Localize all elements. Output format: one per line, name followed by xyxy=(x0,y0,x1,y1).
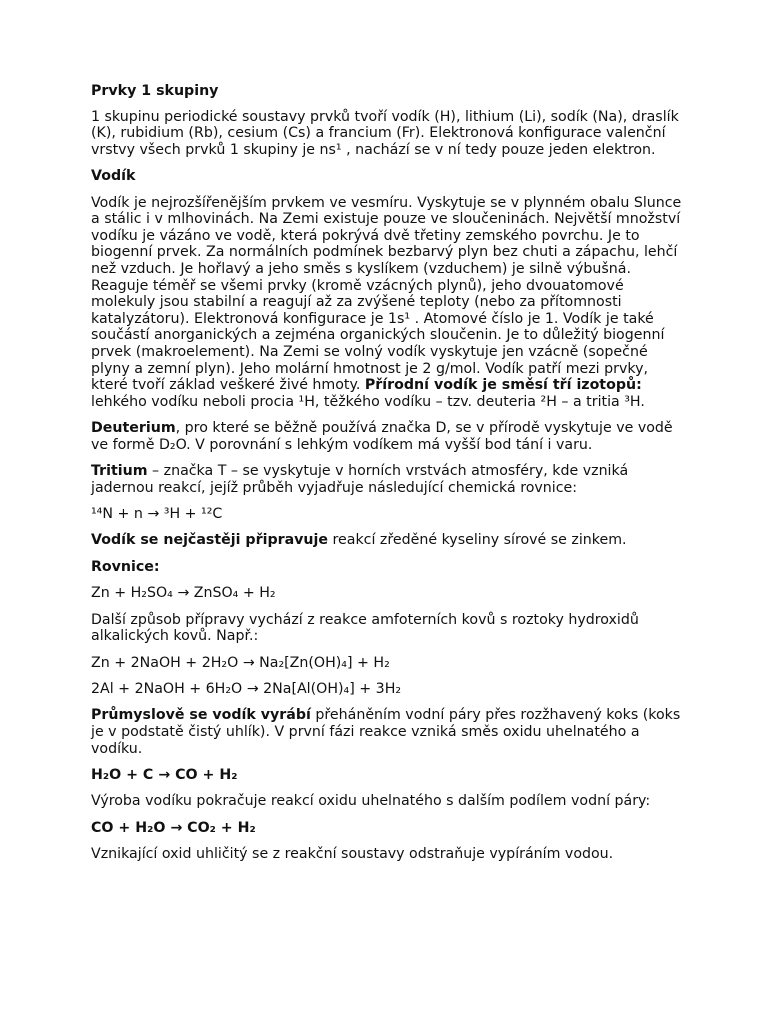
rovnice-heading: Rovnice: xyxy=(91,558,160,575)
deuterium-paragraph xyxy=(91,420,687,453)
preparation-text: reakcí zředěné kyseliny sírové se zinkem. xyxy=(328,532,627,549)
industry-emphasis: Průmyslově se vodík vyrábí xyxy=(91,707,311,724)
document-page xyxy=(91,83,687,873)
section-heading-vodik: Vodík xyxy=(91,168,136,185)
continue-paragraph: Výroba vodíku pokračuje reakcí oxidu uhelnatého s dalším podílem vodní páry: xyxy=(91,793,651,810)
equation-shift: CO + H₂O → CO₂ + H₂ xyxy=(91,819,256,836)
industry-text: přeháněním vodní páry přes rozžhavený koks (koks je v podstatě čistý uhlík). V první fázi reakce vzniká směs oxidu uhelnatého a vodíku. xyxy=(91,707,681,757)
vodik-paragraph xyxy=(91,195,687,411)
equation-coke: H₂O + C → CO + H₂ xyxy=(91,766,238,783)
equation-zinc-base: Zn + 2NaOH + 2H₂O → Na₂[Zn(OH)₄] + H₂ xyxy=(91,654,390,671)
industry-paragraph xyxy=(91,707,687,757)
isotopes-emphasis: Přírodní vodík je směsí tří izotopů: xyxy=(364,377,642,394)
preparation-paragraph xyxy=(91,532,687,549)
final-paragraph: Vznikající oxid uhličitý se z reakční soustavy odstraňuje vypíráním vodou. xyxy=(91,846,614,863)
intro-paragraph: 1 skupinu periodické soustavy prvků tvoří vodík (H), lithium (Li), sodík (Na), draslík (K), rubidium (Rb), cesium (Cs) a francium (Fr). Elektronová konfigurace valenční vrstvy všech prvků 1 skupiny je ns¹ , nachází se v ní tedy pouze jeden elektron. xyxy=(91,108,679,158)
page-title: Prvky 1 skupiny xyxy=(91,83,219,99)
tritium-term: Tritium xyxy=(91,463,148,480)
isotopes-text: lehkého vodíku neboli procia ¹H, těžkého vodíku – tzv. deuteria ²H – a tritia ³H. xyxy=(91,393,645,410)
tritium-text: – značka T – se vyskytuje v horních vrstvách atmosféry, kde vzniká jadernou reakcí, jejíž průběh vyjadřuje následující chemická rovnice: xyxy=(91,463,629,496)
vodik-text: Vodík je nejrozšířenějším prvkem ve vesmíru. Vyskytuje se v plynném obalu Slunce a stálic i v mlhovinách. Na Zemi existuje pouze ve sloučeninách. Největší množství vodíku je vázáno ve vodě, která pokrývá dvě třetiny zemského povrchu. Je to biogenní prvek. Za normálních podmínek bezbarvý plyn bez chuti a zápachu, lehčí než vzduch. Je hořlavý a jeho směs s kyslíkem (vzduchem) je silně výbušná. Reaguje téměř se všemi prvky (kromě vzácných plynů), jeho dvouatomové molekuly jsou stabilní a reagují až za zvýšené teploty (nebo za přítomnosti katalyzátoru). Elektronová konfigurace je 1s¹ . Atomové číslo je 1. Vodík je také součástí anorganických a zejména organických sloučenin. Je to důležitý biogenní prvek (makroelement). Na Zemi se volný vodík vyskytuje jen vzácně (sopečné plyny a zemní plyn). Jeho molární hmotnost je 2 g/mol. Vodík patří mezi prvky, které tvoří základ veškeré živé hmoty. xyxy=(91,194,682,394)
amphoteric-paragraph: Další způsob přípravy vychází z reakce amfoterních kovů s roztoky hydroxidů alkalických kovů. Např.: xyxy=(91,611,639,645)
nuclear-equation: ¹⁴N + n → ³H + ¹²C xyxy=(91,506,223,523)
preparation-emphasis: Vodík se nejčastěji připravuje xyxy=(91,532,329,549)
deuterium-text: , pro které se běžně používá značka D, se v přírodě vyskytuje ve vodě ve formě D₂O. V porovnání s lehkým vodíkem má vyšší bod tání i varu. xyxy=(91,420,673,453)
equation-aluminium: 2Al + 2NaOH + 6H₂O → 2Na[Al(OH)₄] + 3H₂ xyxy=(91,680,402,697)
equation-zinc-acid: Zn + H₂SO₄ → ZnSO₄ + H₂ xyxy=(91,585,276,602)
tritium-paragraph xyxy=(91,463,687,496)
deuterium-term: Deuterium xyxy=(91,420,176,437)
